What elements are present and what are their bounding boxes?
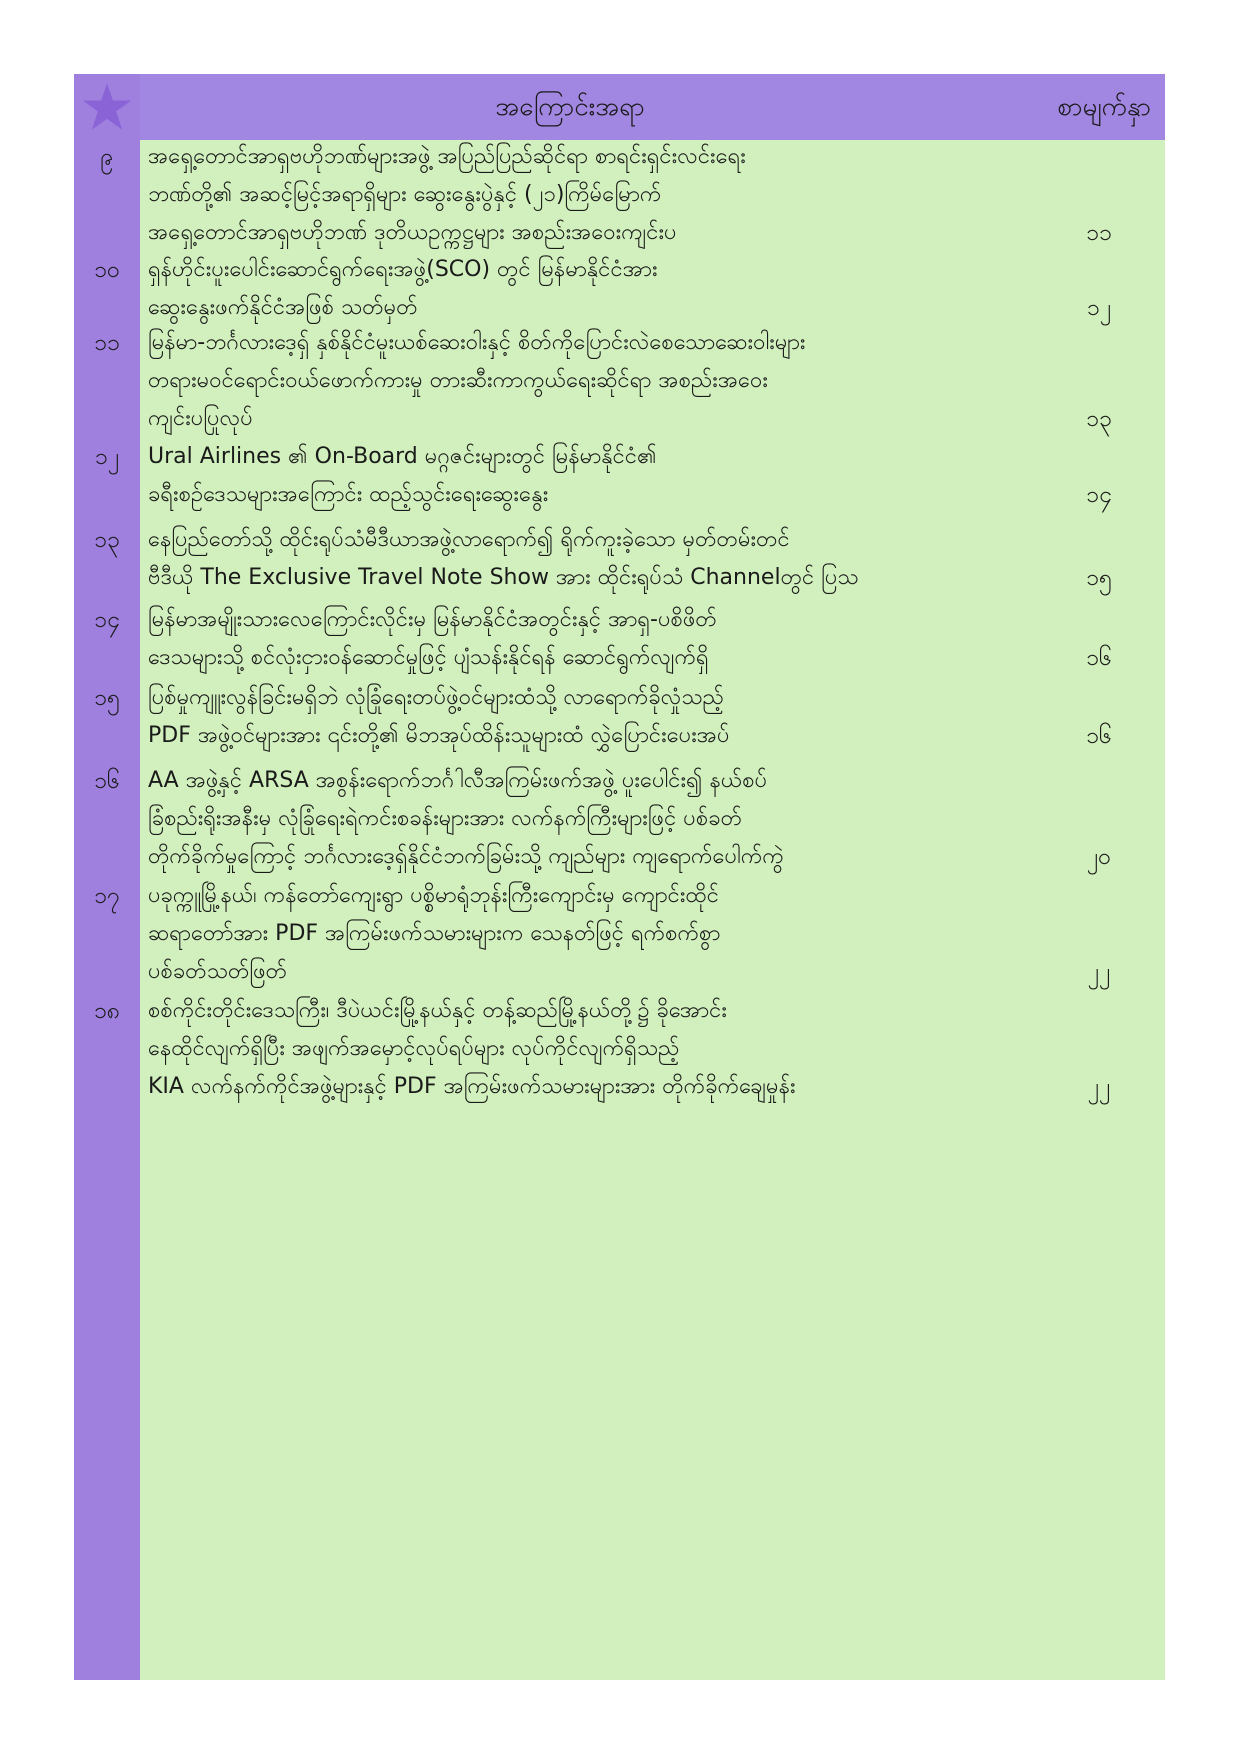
entry-title-line: အရှေ့တောင်အာရှဗဟိုဘဏ် ဒုတိယဥက္ကဋ္ဌများ အစည်းအဝေးကျင်းပ <box>148 220 677 245</box>
entry-title-line: ရှန်ဟိုင်းပူးပေါင်းဆောင်ရွက်ရေးအဖွဲ့(SCO) တွင် မြန်မာနိုင်ငံအား <box>148 257 658 282</box>
table-of-contents <box>74 74 1165 1680</box>
entry-title-line: ခြံစည်းရိုးအနီးမှ လုံခြုံရေးရဲကင်းစခန်းများအား လက်နက်ကြီးများဖြင့် ပစ်ခတ် <box>148 806 743 831</box>
entry-title-line: ကျင်းပပြုလုပ် <box>148 406 253 431</box>
entry-title-line: ပစ်ခတ်သတ်ဖြတ် <box>148 959 288 984</box>
entry-title-line: ဆွေးနွေးဖက်နိုင်ငံအဖြစ် သတ်မှတ် <box>148 295 418 320</box>
entry-title-line: PDF အဖွဲ့ဝင်များအား ၎င်းတို့၏ မိဘအုပ်ထိန်းသူများထံ လွှဲပြောင်းပေးအပ် <box>148 723 730 748</box>
entry-title-line: ဒေသများသို့ စင်လုံးငှားဝန်ဆောင်မှုဖြင့် ပျံသန်းနိုင်ရန် ဆောင်ရွက်လျက်ရှိ <box>148 645 709 670</box>
entry-number: ၁၂ <box>94 444 120 470</box>
entry-title-line: Ural Airlines ၏ On-Board မဂ္ဂဇင်းများတွင် မြန်မာနိုင်ငံ၏ <box>148 444 657 469</box>
entry-title-line: ဘဏ်တို့၏ အဆင့်မြင့်အရာရှိများ ဆွေးနွေးပွဲနှင့် (၂၁)ကြိမ်မြောက် <box>148 182 662 207</box>
entry-title-line: တရားမဝင်ရောင်းဝယ်ဖောက်ကားမှု တားဆီးကာကွယ်ရေးဆိုင်ရာ အစည်းအဝေး <box>148 368 768 393</box>
entry-title-line: မြန်မာအမျိုးသားလေကြောင်းလိုင်းမှ မြန်မာနိုင်ငံအတွင်းနှင့် အာရှ-ပစိဖိတ် <box>148 607 717 632</box>
entry-page-number: ၁၅ <box>1086 565 1112 591</box>
entry-number: ၉ <box>100 144 114 170</box>
entry-title <box>148 601 1048 677</box>
entry-title-line: နေထိုင်လျက်ရှိပြီး အဖျက်အမှောင့်လုပ်ရပ်များ လုပ်ကိုင်လျက်ရှိသည့် <box>148 1036 680 1061</box>
entry-number: ၁၁ <box>94 330 120 356</box>
entry-title-line: ပြစ်မှုကျူးလွန်ခြင်းမရှိဘဲ လုံခြုံရေးတပ်ဖွဲ့ဝင်များထံသို့ လာရောက်ခိုလှုံသည့် <box>148 685 724 710</box>
entry-page-number: ၁၆ <box>1086 723 1112 749</box>
entry-title-line: ပခုက္ကူမြို့နယ်၊ ကန်တော်ကျေးရွာ ပစ္စိမာရုံဘုန်းကြီးကျောင်းမှ ကျောင်းထိုင် <box>148 883 719 908</box>
entry-title-line: မြန်မာ-ဘင်္ဂလားဒေ့ရှ် နှစ်နိုင်ငံမူးယစ်ဆေးဝါးနှင့် စိတ်ကိုပြောင်းလဲစေသောဆေးဝါးများ <box>148 330 806 355</box>
entry-number: ၁၈ <box>93 998 121 1024</box>
entry-page-number: ၂၂ <box>1087 1074 1111 1100</box>
entry-title <box>148 877 1048 991</box>
entry-title-line: အရှေ့တောင်အာရှဗဟိုဘဏ်များအဖွဲ့ အပြည်ပြည်ဆိုင်ရာ စာရင်းရှင်းလင်းရေး <box>148 144 746 169</box>
star-icon <box>80 80 134 134</box>
entry-title <box>148 679 1048 755</box>
entry-page-number: ၁၆ <box>1086 645 1112 671</box>
entry-title <box>148 762 1048 876</box>
entry-number: ၁၅ <box>94 685 120 711</box>
entry-title <box>148 992 1048 1106</box>
entry-title <box>148 324 1048 438</box>
entry-page-number: ၂၀ <box>1086 844 1112 870</box>
entry-title-line: KIA လက်နက်ကိုင်အဖွဲ့များနှင့် PDF အကြမ်းဖက်သမားများအား တိုက်ခိုက်ချေမှုန်း <box>148 1074 796 1099</box>
entry-page-number: ၁၄ <box>1086 482 1112 508</box>
entry-number: ၁၆ <box>94 768 120 794</box>
entry-title-line: စစ်ကိုင်းတိုင်းဒေသကြီး၊ ဒီပဲယင်းမြို့နယ်နှင့် တန့်ဆည်မြို့နယ်တို့၌ ခိုအောင်း <box>148 998 727 1023</box>
entry-title-line: AA အဖွဲ့နှင့် ARSA အစွန်းရောက်ဘင်္ဂါလီအကြမ်းဖက်အဖွဲ့ ပူးပေါင်း၍ နယ်စပ် <box>148 768 768 793</box>
entry-page-number: ၁၂ <box>1086 295 1112 321</box>
entry-title-line: ခရီးစဉ်ဒေသများအကြောင်း ထည့်သွင်းရေးဆွေးနွေး <box>148 482 549 507</box>
entry-number: ၁၄ <box>94 607 120 633</box>
entry-title-line: ဗီဒီယို The Exclusive Travel Note Show အား ထိုင်းရုပ်သံ Channelတွင် ပြသ <box>148 565 859 590</box>
entry-title <box>148 438 1048 514</box>
entry-title <box>148 521 1048 597</box>
entry-title-line: တိုက်ခိုက်မှုကြောင့် ဘင်္ဂလားဒေ့ရှ်နိုင်ငံဘက်ခြမ်းသို့ ကျည်များ ကျရောက်ပေါက်ကွဲ <box>148 844 784 869</box>
entry-title-line: နေပြည်တော်သို့ ထိုင်းရုပ်သံမီဒီယာအဖွဲ့လာရောက်၍ ရိုက်ကူးခဲ့သော မှတ်တမ်းတင် <box>148 527 790 552</box>
entry-number: ၁၇ <box>94 883 120 909</box>
entry-title <box>148 251 1048 327</box>
entry-page-number: ၁၁ <box>1086 220 1112 246</box>
entry-title-line: ဆရာတော်အား PDF အကြမ်းဖက်သမားများက သေနတ်ဖြင့် ရက်စက်စွာ <box>148 921 721 946</box>
entry-page-number: ၁၃ <box>1086 406 1112 432</box>
contents-title: အကြောင်းအရာ <box>495 92 645 122</box>
entry-page-number: ၂၂ <box>1087 959 1111 985</box>
entry-title <box>148 138 1048 252</box>
entry-number: ၁၃ <box>94 527 120 553</box>
entry-number: ၁၀ <box>94 257 120 283</box>
page-column-label: စာမျက်နှာ <box>1057 92 1151 122</box>
